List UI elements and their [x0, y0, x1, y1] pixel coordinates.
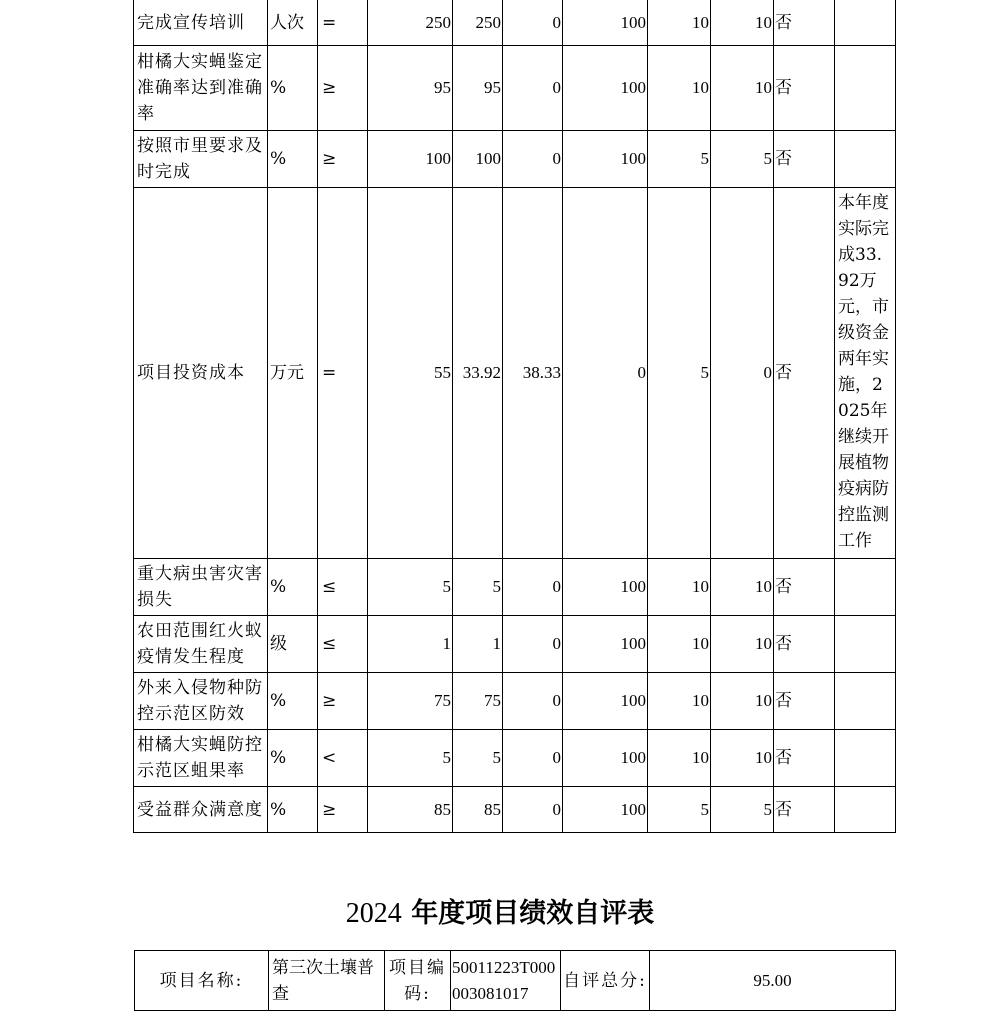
indicator-flag: 否: [774, 673, 835, 730]
indicator-score: 10: [711, 616, 774, 673]
indicator-remark: [835, 131, 896, 188]
indicator-deviation: 0: [503, 46, 563, 131]
indicator-weight: 5: [648, 787, 711, 833]
indicator-flag: 否: [774, 0, 835, 46]
table-row: [134, 188, 896, 559]
indicator-actual: 1: [453, 616, 503, 673]
indicator-actual: 33.92: [453, 188, 503, 559]
title-text: 年度项目绩效自评表: [411, 898, 655, 929]
title-year: 2024: [345, 898, 402, 929]
indicator-operator: ≤: [318, 616, 368, 673]
indicator-flag: 否: [774, 131, 835, 188]
indicator-flag: 否: [774, 559, 835, 616]
indicator-operator: ≤: [318, 559, 368, 616]
indicator-weight: 5: [648, 131, 711, 188]
table-row: [134, 673, 896, 730]
indicator-score: 10: [711, 559, 774, 616]
indicator-remark: [835, 0, 896, 46]
indicator-target: 85: [368, 787, 453, 833]
indicator-deviation: 0: [503, 730, 563, 787]
project-code-label: 项目编码:: [385, 951, 451, 1011]
indicator-name: 重大病虫害灾害损失: [134, 559, 268, 616]
performance-indicator-table: [133, 0, 896, 833]
indicator-actual: 5: [453, 730, 503, 787]
indicator-actual: 75: [453, 673, 503, 730]
indicator-unit: %: [268, 730, 318, 787]
indicator-name: 按照市里要求及时完成: [134, 131, 268, 188]
project-name-label: 项目名称:: [135, 951, 269, 1011]
indicator-unit: %: [268, 131, 318, 188]
indicator-remark: [835, 730, 896, 787]
indicator-unit: %: [268, 46, 318, 131]
indicator-unit: 人次: [268, 0, 318, 46]
table-row: [134, 46, 896, 131]
table-row: [134, 616, 896, 673]
indicator-rate: 0: [563, 188, 648, 559]
indicator-remark: [835, 787, 896, 833]
indicator-flag: 否: [774, 188, 835, 559]
indicator-score: 0: [711, 188, 774, 559]
indicator-weight: 5: [648, 188, 711, 559]
indicator-target: 95: [368, 46, 453, 131]
indicator-rate: 100: [563, 787, 648, 833]
indicator-target: 1: [368, 616, 453, 673]
indicator-actual: 250: [453, 0, 503, 46]
indicator-deviation: 0: [503, 0, 563, 46]
project-name-value: 第三次土壤普查: [269, 951, 385, 1011]
indicator-flag: 否: [774, 616, 835, 673]
indicator-weight: 10: [648, 0, 711, 46]
indicator-weight: 10: [648, 559, 711, 616]
indicator-remark: [835, 559, 896, 616]
table-row: [134, 559, 896, 616]
page-title: [0, 894, 1000, 934]
indicator-deviation: 0: [503, 131, 563, 188]
indicator-target: 5: [368, 730, 453, 787]
indicator-flag: 否: [774, 730, 835, 787]
indicator-remark: [835, 673, 896, 730]
indicator-flag: 否: [774, 46, 835, 131]
indicator-score: 5: [711, 131, 774, 188]
indicator-target: 5: [368, 559, 453, 616]
indicator-name: 完成宣传培训: [134, 0, 268, 46]
indicator-actual: 5: [453, 559, 503, 616]
indicator-remark: [835, 46, 896, 131]
indicator-name: 外来入侵物种防控示范区防效: [134, 673, 268, 730]
indicator-unit: 级: [268, 616, 318, 673]
indicator-operator: ≥: [318, 131, 368, 188]
indicator-remark: 本年度实际完成33.92万元，市级资金两年实施，2025年继续开展植物疫病防控监测工作: [835, 188, 896, 559]
self-score-value: 95.00: [650, 951, 896, 1011]
indicator-rate: 100: [563, 559, 648, 616]
indicator-rate: 100: [563, 0, 648, 46]
indicator-actual: 85: [453, 787, 503, 833]
indicator-score: 10: [711, 730, 774, 787]
summary-table: [134, 950, 896, 1011]
indicator-score: 10: [711, 0, 774, 46]
indicator-actual: 95: [453, 46, 503, 131]
indicator-rate: 100: [563, 616, 648, 673]
indicator-rate: 100: [563, 131, 648, 188]
indicator-unit: %: [268, 787, 318, 833]
indicator-deviation: 0: [503, 559, 563, 616]
indicator-weight: 10: [648, 46, 711, 131]
indicator-target: 100: [368, 131, 453, 188]
indicator-weight: 10: [648, 673, 711, 730]
table-row: [134, 131, 896, 188]
indicator-operator: =: [318, 188, 368, 559]
indicator-name: 农田范围红火蚁疫情发生程度: [134, 616, 268, 673]
indicator-remark: [835, 616, 896, 673]
indicator-name: 受益群众满意度: [134, 787, 268, 833]
indicator-operator: =: [318, 0, 368, 46]
table-row: [134, 787, 896, 833]
indicator-deviation: 0: [503, 616, 563, 673]
table-row: [134, 0, 896, 46]
indicator-rate: 100: [563, 46, 648, 131]
indicator-score: 5: [711, 787, 774, 833]
indicator-target: 250: [368, 0, 453, 46]
indicator-rate: 100: [563, 730, 648, 787]
indicator-operator: ≥: [318, 787, 368, 833]
indicator-weight: 10: [648, 616, 711, 673]
indicator-target: 55: [368, 188, 453, 559]
indicator-deviation: 0: [503, 673, 563, 730]
indicator-operator: ≥: [318, 46, 368, 131]
table-row: [134, 730, 896, 787]
indicator-operator: <: [318, 730, 368, 787]
indicator-name: 柑橘大实蝇防控示范区蛆果率: [134, 730, 268, 787]
self-score-label: 自评总分:: [561, 951, 650, 1011]
indicator-weight: 10: [648, 730, 711, 787]
indicator-score: 10: [711, 673, 774, 730]
indicator-name: 项目投资成本: [134, 188, 268, 559]
indicator-name: 柑橘大实蝇鉴定准确率达到准确率: [134, 46, 268, 131]
project-code-value: 50011223T000003081017: [451, 951, 561, 1011]
indicator-rate: 100: [563, 673, 648, 730]
indicator-unit: 万元: [268, 188, 318, 559]
indicator-unit: %: [268, 559, 318, 616]
indicator-operator: ≥: [318, 673, 368, 730]
indicator-deviation: 0: [503, 787, 563, 833]
indicator-deviation: 38.33: [503, 188, 563, 559]
indicator-flag: 否: [774, 787, 835, 833]
indicator-score: 10: [711, 46, 774, 131]
indicator-actual: 100: [453, 131, 503, 188]
indicator-target: 75: [368, 673, 453, 730]
indicator-unit: %: [268, 673, 318, 730]
